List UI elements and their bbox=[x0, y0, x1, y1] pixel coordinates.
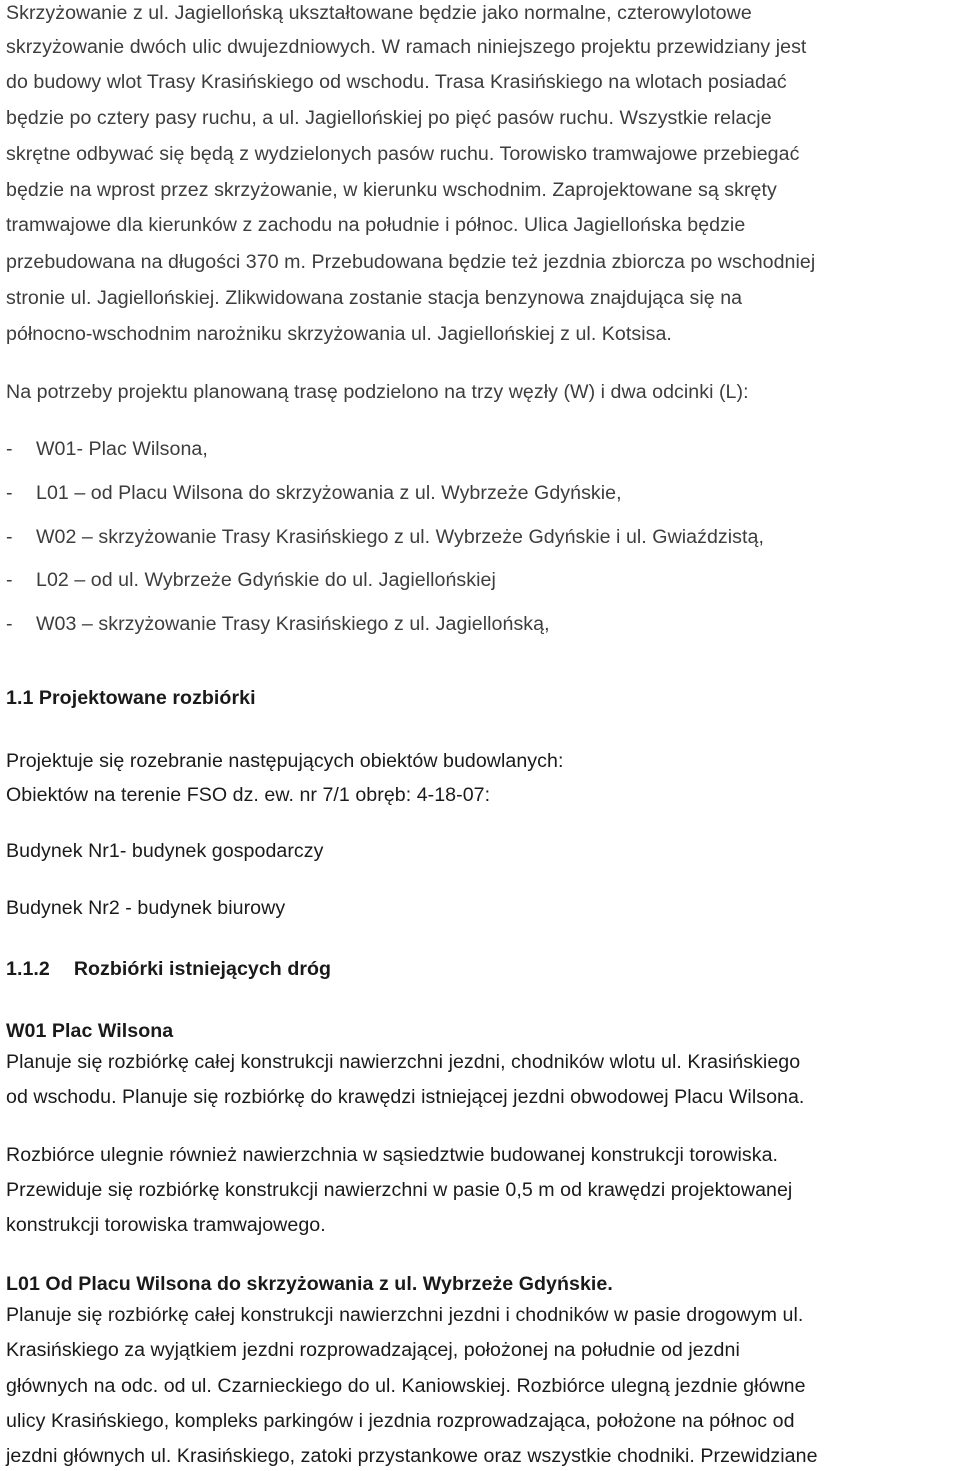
list-item-text: L01 – od Placu Wilsona do skrzyżowania z ul. Wybrzeże Gdyńskie, bbox=[36, 482, 622, 504]
w01-line: od wschodu. Planuje się rozbiórkę do krawędzi istniejącej jezdni obwodowej Placu Wilsona. bbox=[6, 1086, 805, 1108]
intro-line: skrzyżowanie dwóch ulic dwujezdniowych. W ramach niniejszego projektu przewidziany jest bbox=[6, 36, 807, 58]
l01-heading: L01 Od Placu Wilsona do skrzyżowania z ul. Wybrzeże Gdyńskie. bbox=[6, 1273, 613, 1295]
list-item-text: W01- Plac Wilsona, bbox=[36, 438, 208, 460]
list-item bbox=[6, 525, 764, 549]
l01-line: głównych na odc. od ul. Czarnieckiego do ul. Kaniowskiej. Rozbiórce ulegną jezdnie główne bbox=[6, 1375, 806, 1397]
building-2: Budynek Nr2 - budynek biurowy bbox=[6, 897, 286, 919]
list-item-text: L02 – od ul. Wybrzeże Gdyńskie do ul. Jagiellońskiej bbox=[36, 569, 496, 591]
building-1: Budynek Nr1- budynek gospodarczy bbox=[6, 840, 324, 862]
w01-line-2: Rozbiórce ulegnie również nawierzchnia w sąsiedztwie budowanej konstrukcji torowiska. bbox=[6, 1144, 779, 1166]
intro-line: do budowy wlot Trasy Krasińskiego od wschodu. Trasa Krasińskiego na wlotach posiadać bbox=[6, 71, 787, 93]
list-dash: - bbox=[6, 613, 13, 635]
list-item bbox=[6, 437, 208, 461]
section-number: 1.1.2 bbox=[6, 958, 50, 980]
w01-line-2: Przewiduje się rozbiórkę konstrukcji nawierzchni w pasie 0,5 m od krawędzi projektowanej bbox=[6, 1179, 793, 1201]
list-dash: - bbox=[6, 438, 13, 460]
list-item-text: W02 – skrzyżowanie Trasy Krasińskiego z ul. Wybrzeże Gdyńskie i ul. Gwiaździstą, bbox=[36, 526, 764, 548]
demolition-intro-line: Projektuje się rozebranie następujących obiektów budowlanych: bbox=[6, 750, 564, 772]
intro-line: tramwajowe dla kierunków z zachodu na południe i północ. Ulica Jagiellońska będzie bbox=[6, 214, 746, 236]
demolition-intro-line: Obiektów na terenie FSO dz. ew. nr 7/1 obręb: 4-18-07: bbox=[6, 784, 491, 806]
list-dash: - bbox=[6, 526, 13, 548]
list-item-text: W03 – skrzyżowanie Trasy Krasińskiego z ul. Jagiellońską, bbox=[36, 613, 550, 635]
intro-line: skrętne odbywać się będą z wydzielonych pasów ruchu. Torowisko tramwajowe przebiegać bbox=[6, 143, 800, 165]
list-dash: - bbox=[6, 482, 13, 504]
list-item bbox=[6, 568, 496, 592]
w01-line-2: konstrukcji torowiska tramwajowego. bbox=[6, 1214, 326, 1236]
intro-line: przebudowana na długości 370 m. Przebudowana będzie też jezdnia zbiorcza po wschodniej bbox=[6, 251, 816, 273]
section-heading-1-1: 1.1 Projektowane rozbiórki bbox=[6, 687, 256, 709]
section-heading-1-1-2 bbox=[6, 957, 331, 981]
w01-line: Planuje się rozbiórkę całej konstrukcji nawierzchni jezdni, chodników wlotu ul. Krasińskiego bbox=[6, 1051, 801, 1073]
list-dash: - bbox=[6, 569, 13, 591]
list-item bbox=[6, 481, 622, 505]
intro-line: północno-wschodnim narożniku skrzyżowania ul. Jagiellońskiej z ul. Kotsisa. bbox=[6, 323, 672, 345]
section-title: Rozbiórki istniejących dróg bbox=[73, 958, 332, 980]
intro-line: stronie ul. Jagiellońskiej. Zlikwidowana zostanie stacja benzynowa znajdująca się na bbox=[6, 287, 743, 309]
l01-line: ulicy Krasińskiego, kompleks parkingów i jezdnia rozprowadzająca, położone na północ od bbox=[6, 1410, 795, 1432]
division-intro: Na potrzeby projektu planowaną trasę podzielono na trzy węzły (W) i dwa odcinki (L): bbox=[6, 381, 749, 403]
list-item bbox=[6, 612, 550, 636]
w01-heading: W01 Plac Wilsona bbox=[6, 1020, 174, 1042]
l01-line: Krasińskiego za wyjątkiem jezdni rozprowadzającej, położonej na południe od jezdni bbox=[6, 1339, 740, 1361]
intro-line: Skrzyżowanie z ul. Jagiellońską ukształtowane będzie jako normalne, czterowylotowe bbox=[6, 2, 752, 24]
intro-line: będzie po cztery pasy ruchu, a ul. Jagiellońskiej po pięć pasów ruchu. Wszystkie relacje bbox=[6, 107, 772, 129]
l01-line: jezdni głównych ul. Krasińskiego, zatoki przystankowe oraz wszystkie chodniki. Przewidziane bbox=[6, 1445, 818, 1467]
intro-line: będzie na wprost przez skrzyżowanie, w kierunku wschodnim. Zaprojektowane są skręty bbox=[6, 179, 777, 201]
l01-line: Planuje się rozbiórkę całej konstrukcji nawierzchni jezdni i chodników w pasie drogowym ul. bbox=[6, 1304, 804, 1326]
